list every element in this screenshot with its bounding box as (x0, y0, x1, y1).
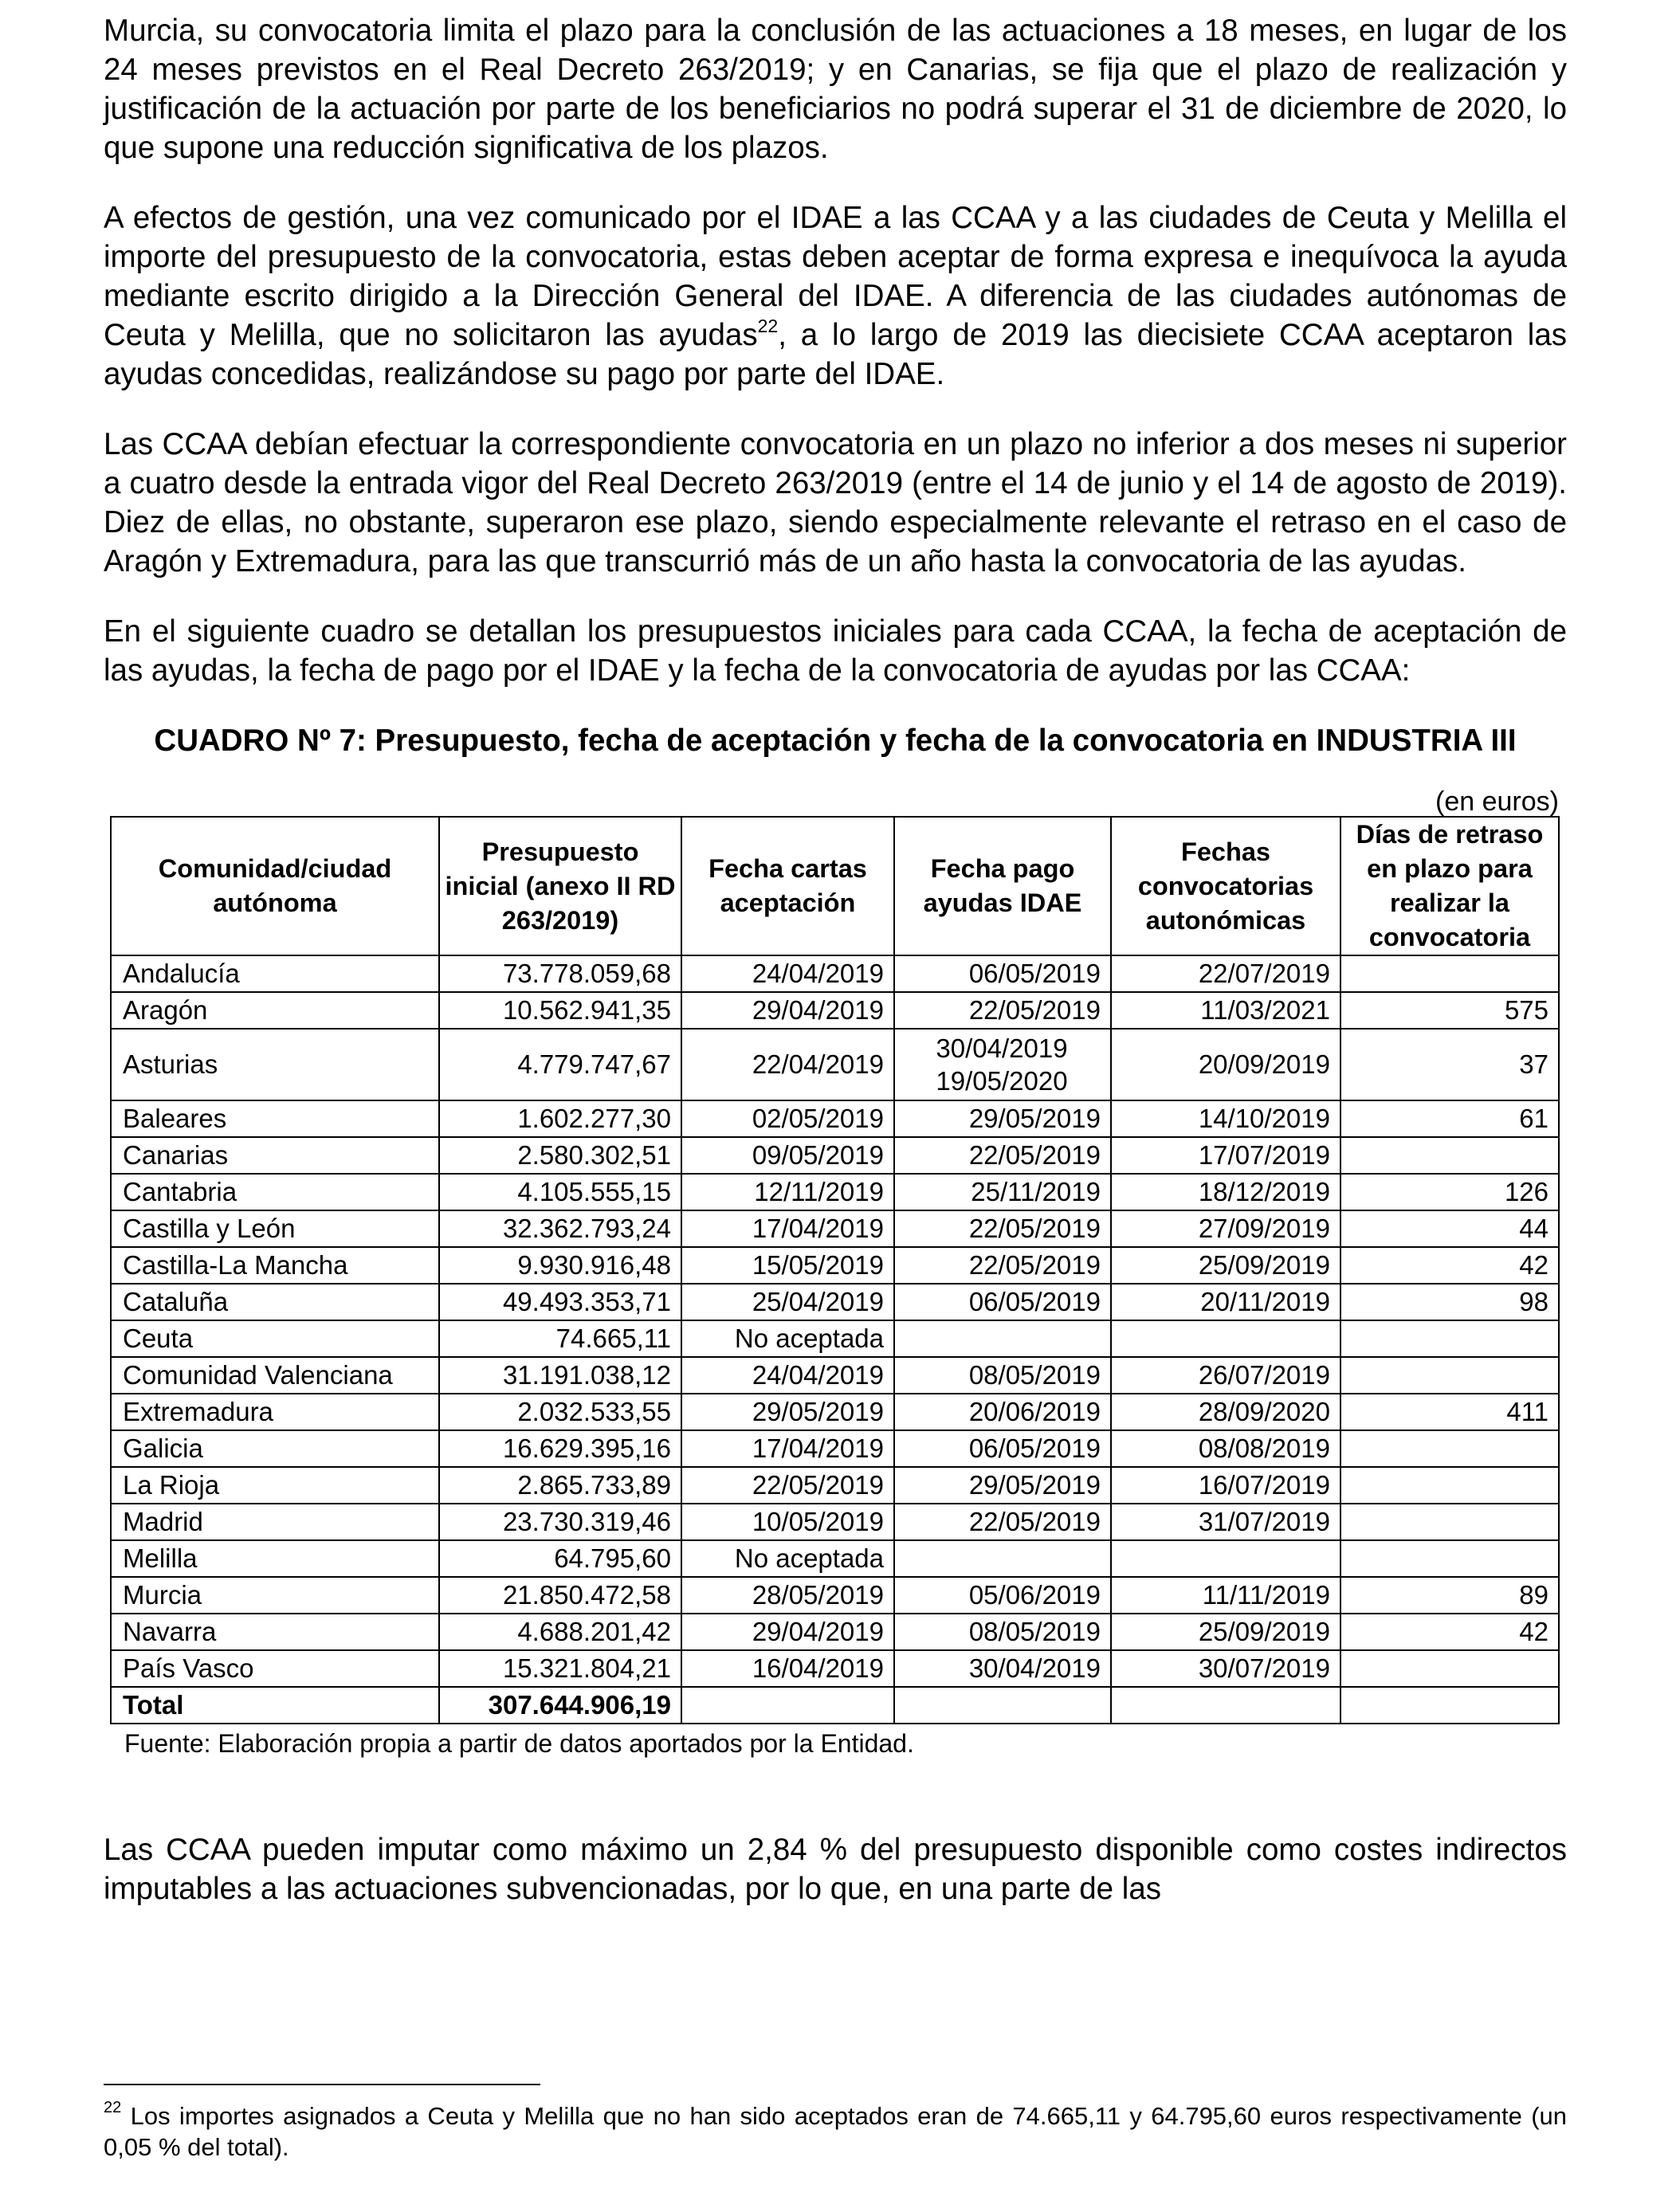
paragraph-3: Las CCAA debían efectuar la correspondiente convocatoria en un plazo no inferior a dos meses ni superior a cuatro desde la entrada vigor del Real Decreto 263/2019 (entre el 14 de junio y el 14 de agosto de 2019). Diez de ellas, no obstante, superaron ese plazo, siendo especialmente relevante el retraso en el caso de Aragón y Extremadura, para las que transcurrió más de un año hasta la convocatoria de las ayudas. (104, 427, 1567, 578)
payment-date-first: 30/04/2019 (936, 1033, 1068, 1063)
cell-acceptance: No aceptada (681, 1540, 894, 1577)
cell-budget: 73.778.059,68 (439, 955, 681, 992)
paragraph-2-text: A efectos de gestión, una vez comunicado por el IDAE a las CCAA y a las ciudades de Ceuta y Melilla el importe del presupuesto de la convocatoria, estas deben aceptar de forma expresa e inequívoca la ayuda mediante escrito dirigido a la Dirección General del IDAE. A diferencia de las ciudades autónomas de Ceuta y Melilla, que no solicitaron las ayudas (104, 201, 1567, 352)
cell-budget: 4.688.201,42 (439, 1614, 681, 1650)
cell-call-date: 11/11/2019 (1111, 1577, 1340, 1614)
cell-payment: 22/05/2019 (894, 992, 1111, 1029)
cell-call-date: 25/09/2019 (1111, 1614, 1340, 1650)
document-page (104, 11, 1567, 1939)
table-body (111, 955, 1559, 1687)
cell-acceptance: 17/04/2019 (681, 1430, 894, 1467)
cell-acceptance: 29/04/2019 (681, 1614, 894, 1650)
cell-call-date: 08/08/2019 (1111, 1430, 1340, 1467)
unit-note: (en euros) (1435, 786, 1559, 817)
table-row (111, 1650, 1559, 1687)
cell-payment (894, 1029, 1111, 1100)
cell-community: País Vasco (111, 1650, 439, 1687)
cell-acceptance: 10/05/2019 (681, 1504, 894, 1540)
table-row (111, 1029, 1559, 1100)
cell-call-date (1111, 1540, 1340, 1577)
cell-budget: 9.930.916,48 (439, 1247, 681, 1284)
cell-budget: 21.850.472,58 (439, 1577, 681, 1614)
cell-budget: 74.665,11 (439, 1320, 681, 1357)
cell-community: Cataluña (111, 1284, 439, 1320)
footnote-ref-22[interactable]: 22 (757, 316, 779, 337)
header-payment: Fecha pago ayudas IDAE (894, 817, 1111, 955)
cell-payment: 20/06/2019 (894, 1394, 1111, 1430)
footnote-divider (104, 2084, 540, 2085)
cell-payment: 06/05/2019 (894, 955, 1111, 992)
table-row (111, 1577, 1559, 1614)
cell-payment: 05/06/2019 (894, 1577, 1111, 1614)
cell-delay-days: 89 (1340, 1577, 1559, 1614)
cell-call-date: 16/07/2019 (1111, 1467, 1340, 1504)
cell-payment: 29/05/2019 (894, 1100, 1111, 1137)
cell-community: Cantabria (111, 1174, 439, 1210)
table-row (111, 1430, 1559, 1467)
cell-call-date: 14/10/2019 (1111, 1100, 1340, 1137)
cell-budget: 10.562.941,35 (439, 992, 681, 1029)
table-row (111, 1320, 1559, 1357)
cell-payment: 22/05/2019 (894, 1247, 1111, 1284)
cell-delay-days (1340, 1540, 1559, 1577)
cell-call-date: 27/09/2019 (1111, 1210, 1340, 1247)
cell-call-date: 20/11/2019 (1111, 1284, 1340, 1320)
table-row (111, 1467, 1559, 1504)
table-row (111, 1357, 1559, 1394)
cell-payment (894, 1320, 1111, 1357)
cell-community: Andalucía (111, 955, 439, 992)
table-row (111, 1394, 1559, 1430)
cell-community: Murcia (111, 1577, 439, 1614)
cell-community: Madrid (111, 1504, 439, 1540)
cell-community: Castilla-La Mancha (111, 1247, 439, 1284)
cell-payment: 29/05/2019 (894, 1467, 1111, 1504)
cell-acceptance: 24/04/2019 (681, 955, 894, 992)
cell-call-date: 17/07/2019 (1111, 1137, 1340, 1174)
table-row (111, 1504, 1559, 1540)
cell-delay-days: 44 (1340, 1210, 1559, 1247)
total-budget: 307.644.906,19 (439, 1687, 681, 1724)
cell-call-date: 31/07/2019 (1111, 1504, 1340, 1540)
cell-delay-days: 61 (1340, 1100, 1559, 1137)
cell-acceptance: 02/05/2019 (681, 1100, 894, 1137)
cell-budget: 2.032.533,55 (439, 1394, 681, 1430)
header-calls: Fechas convocatorias autonómicas (1111, 817, 1340, 955)
cell-budget: 2.580.302,51 (439, 1137, 681, 1174)
footnote-text: Los importes asignados a Ceuta y Melilla que no han sido aceptados eran de 74.665,11 y 64.795,60 euros respectivamente (un 0,05 % del total). (104, 2102, 1567, 2161)
cell-community: Baleares (111, 1100, 439, 1137)
table-row (111, 1540, 1559, 1577)
cell-acceptance: 29/04/2019 (681, 992, 894, 1029)
cell-call-date: 25/09/2019 (1111, 1247, 1340, 1284)
cell-community: Navarra (111, 1614, 439, 1650)
cell-budget: 64.795,60 (439, 1540, 681, 1577)
cell-payment: 22/05/2019 (894, 1137, 1111, 1174)
header-community: Comunidad/ciudad autónoma (111, 817, 439, 955)
cell-acceptance: 25/04/2019 (681, 1284, 894, 1320)
cell-community: Castilla y León (111, 1210, 439, 1247)
cell-budget: 4.779.747,67 (439, 1029, 681, 1100)
cell-community: Comunidad Valenciana (111, 1357, 439, 1394)
cell-acceptance: 15/05/2019 (681, 1247, 894, 1284)
cell-call-date: 11/03/2021 (1111, 992, 1340, 1029)
cell-delay-days: 42 (1340, 1247, 1559, 1284)
footnote-number: 22 (104, 2098, 122, 2116)
cell-budget: 4.105.555,15 (439, 1174, 681, 1210)
cell-acceptance: 28/05/2019 (681, 1577, 894, 1614)
cell-delay-days: 126 (1340, 1174, 1559, 1210)
cell-acceptance: 29/05/2019 (681, 1394, 894, 1430)
total-empty-cell (681, 1687, 894, 1724)
cell-payment: 06/05/2019 (894, 1430, 1111, 1467)
cell-community: Galicia (111, 1430, 439, 1467)
cell-acceptance: 17/04/2019 (681, 1210, 894, 1247)
cell-call-date: 26/07/2019 (1111, 1357, 1340, 1394)
header-acceptance: Fecha cartas aceptación (681, 817, 894, 955)
cell-delay-days: 37 (1340, 1029, 1559, 1100)
cell-delay-days: 42 (1340, 1614, 1559, 1650)
cell-budget: 2.865.733,89 (439, 1467, 681, 1504)
header-delay: Días de retraso en plazo para realizar la convocatoria (1340, 817, 1559, 955)
total-empty-cell (1340, 1687, 1559, 1724)
cell-delay-days (1340, 1504, 1559, 1540)
table-total-row (111, 1687, 1559, 1724)
cell-payment: 22/05/2019 (894, 1504, 1111, 1540)
table-title: CUADRO Nº 7: Presupuesto, fecha de aceptación y fecha de la convocatoria en INDUSTRIA III (154, 724, 1517, 758)
budget-table (110, 816, 1560, 1724)
cell-delay-days (1340, 955, 1559, 992)
table-row (111, 955, 1559, 992)
cell-call-date: 20/09/2019 (1111, 1029, 1340, 1100)
table-row (111, 1284, 1559, 1320)
cell-delay-days (1340, 1430, 1559, 1467)
cell-budget: 1.602.277,30 (439, 1100, 681, 1137)
cell-acceptance: 24/04/2019 (681, 1357, 894, 1394)
cell-delay-days (1340, 1357, 1559, 1394)
paragraph-1: Murcia, su convocatoria limita el plazo para la conclusión de las actuaciones a 18 meses, en lugar de los 24 meses previstos en el Real Decreto 263/2019; y en Canarias, se fija que el plazo de realización y justificación de la actuación por parte de los beneficiarios no podrá superar el 31 de diciembre de 2020, lo que supone una reducción significativa de los plazos. (104, 14, 1567, 165)
cell-community: Aragón (111, 992, 439, 1029)
payment-date-second: 19/05/2020 (936, 1066, 1068, 1096)
cell-community: Canarias (111, 1137, 439, 1174)
table-row (111, 1100, 1559, 1137)
total-empty-cell (1111, 1687, 1340, 1724)
cell-payment: 30/04/2019 (894, 1650, 1111, 1687)
footnote (104, 2100, 1567, 2163)
closing-paragraph: Las CCAA pueden imputar como máximo un 2,84 % del presupuesto disponible como costes indirectos imputables a las actuaciones subvencionadas, por lo que, en una parte de las (104, 1833, 1567, 1906)
cell-payment: 06/05/2019 (894, 1284, 1111, 1320)
cell-payment: 08/05/2019 (894, 1614, 1111, 1650)
cell-payment: 22/05/2019 (894, 1210, 1111, 1247)
cell-delay-days: 98 (1340, 1284, 1559, 1320)
total-label: Total (111, 1687, 439, 1724)
cell-delay-days: 575 (1340, 992, 1559, 1029)
table-row (111, 992, 1559, 1029)
cell-acceptance: 09/05/2019 (681, 1137, 894, 1174)
table-row (111, 1247, 1559, 1284)
cell-budget: 16.629.395,16 (439, 1430, 681, 1467)
cell-community: Melilla (111, 1540, 439, 1577)
table-row (111, 1210, 1559, 1247)
cell-budget: 23.730.319,46 (439, 1504, 681, 1540)
cell-call-date: 30/07/2019 (1111, 1650, 1340, 1687)
cell-payment (894, 1540, 1111, 1577)
paragraph-2-tail: , a lo largo de 2019 las diecisiete CCAA aceptaron las ayudas concedidas, realizándose su pago por parte del IDAE. (104, 318, 1567, 391)
table-source: Fuente: Elaboración propia a partir de datos aportados por la Entidad. (124, 1729, 914, 1758)
cell-payment: 25/11/2019 (894, 1174, 1111, 1210)
cell-community: Ceuta (111, 1320, 439, 1357)
cell-call-date (1111, 1320, 1340, 1357)
header-budget: Presupuesto inicial (anexo II RD 263/2019) (439, 817, 681, 955)
cell-community: Asturias (111, 1029, 439, 1100)
cell-call-date: 18/12/2019 (1111, 1174, 1340, 1210)
cell-community: Extremadura (111, 1394, 439, 1430)
cell-acceptance: 22/05/2019 (681, 1467, 894, 1504)
table-row (111, 1614, 1559, 1650)
cell-acceptance: No aceptada (681, 1320, 894, 1357)
cell-delay-days (1340, 1467, 1559, 1504)
total-empty-cell (894, 1687, 1111, 1724)
table-header-row (111, 817, 1559, 955)
cell-delay-days (1340, 1650, 1559, 1687)
cell-acceptance: 22/04/2019 (681, 1029, 894, 1100)
cell-budget: 15.321.804,21 (439, 1650, 681, 1687)
cell-delay-days: 411 (1340, 1394, 1559, 1430)
cell-delay-days (1340, 1137, 1559, 1174)
cell-acceptance: 12/11/2019 (681, 1174, 894, 1210)
table-row (111, 1174, 1559, 1210)
paragraph-4: En el siguiente cuadro se detallan los presupuestos iniciales para cada CCAA, la fecha de aceptación de las ayudas, la fecha de pago por el IDAE y la fecha de la convocatoria de ayudas por las CCAA: (104, 614, 1567, 688)
cell-payment: 08/05/2019 (894, 1357, 1111, 1394)
table-row (111, 1137, 1559, 1174)
cell-acceptance: 16/04/2019 (681, 1650, 894, 1687)
cell-call-date: 28/09/2020 (1111, 1394, 1340, 1430)
cell-community: La Rioja (111, 1467, 439, 1504)
cell-budget: 32.362.793,24 (439, 1210, 681, 1247)
cell-budget: 31.191.038,12 (439, 1357, 681, 1394)
cell-budget: 49.493.353,71 (439, 1284, 681, 1320)
cell-call-date: 22/07/2019 (1111, 955, 1340, 992)
paragraph-2 (104, 198, 1567, 394)
cell-delay-days (1340, 1320, 1559, 1357)
